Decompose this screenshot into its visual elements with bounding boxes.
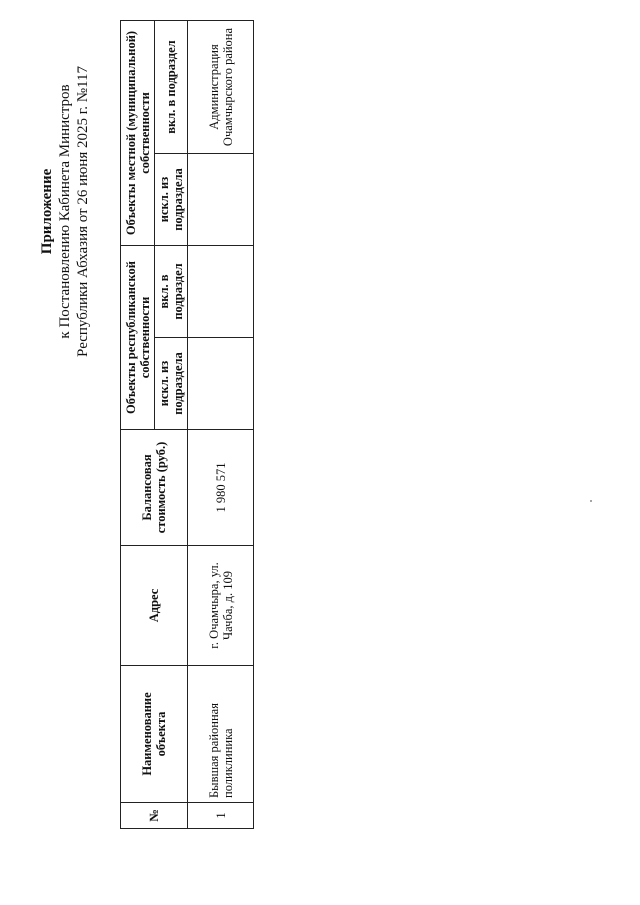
header-municipal-excl: искл. из подраздела [155,154,188,246]
header-municipal-incl: вкл. в подраздел [155,21,188,154]
document-header [38,66,92,357]
cell-number: 1 [188,803,254,829]
property-table [120,20,254,829]
cell-municipal-excl [188,154,254,246]
header-address: Адрес [121,546,188,666]
scan-speck [590,500,592,502]
header-republic-incl: вкл. в подраздел [155,246,188,338]
cell-republic-incl [188,246,254,338]
header-number: № [121,803,188,829]
header-line-1: к Постановлению Кабинета Министров [57,84,73,339]
header-republic-group: Объекты республиканской собственности [121,246,155,430]
cell-republic-excl [188,338,254,430]
cell-object-name: Бывшая районная поликлиника [188,666,254,803]
appendix-title: Приложение [39,168,55,255]
header-municipal-group: Объекты местной (муниципальной) собственности [121,21,155,246]
cell-balance-value: 1 980 571 [188,430,254,546]
table-row [188,21,254,829]
cell-municipal-incl: Администрация Очамчырского района [188,21,254,154]
header-object-name: Наименование объекта [121,666,188,803]
header-line-2: Республики Абхазия от 26 июня 2025 г. №117 [75,66,91,357]
cell-address: г. Очамчыра, ул. Чачба, д. 109 [188,546,254,666]
header-balance-value: Балансовая стоимость (руб.) [121,430,188,546]
header-republic-excl: искл. из подраздела [155,338,188,430]
